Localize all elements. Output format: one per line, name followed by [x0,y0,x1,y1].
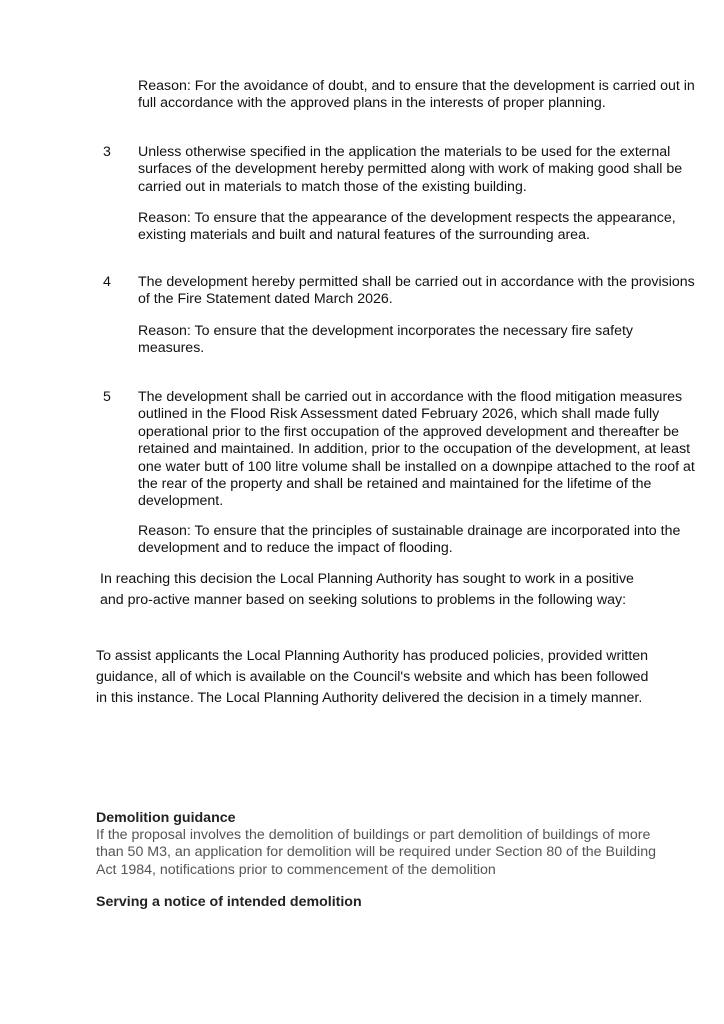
positive-working-detail: To assist applicants the Local Planning Authority has produced policies, provided written guidance, all of which is available on the Council's website and which has been followed in this instance. The Local Planning Authority delivered the decision in a timely manner. [96,648,649,707]
condition-4-text: The development hereby permitted shall be carried out in accordance with the provisions of the Fire Statement dated March 2026. [138,274,695,308]
condition-3-text: Unless otherwise specified in the application the materials to be used for the external surfaces of the development hereby permitted along with work of making good shall be carried out in materials to match those of the existing building. [138,144,683,195]
notice-heading: Serving a notice of intended demolition [96,894,362,910]
positive-working-statement: In reaching this decision the Local Planning Authority has sought to work in a positive and pro-active manner based on seeking solutions to problems in the following way: [100,571,634,609]
condition-5-number: 5 [103,389,111,405]
condition-4-reason: Reason: To ensure that the development incorporates the necessary fire safety measures. [138,323,634,357]
condition-3-number: 3 [103,144,111,160]
condition-4-number: 4 [103,274,111,290]
demolition-guidance-heading: Demolition guidance [96,810,236,826]
condition-2-reason: Reason: For the avoidance of doubt, and to ensure that the development is carried out in full accordance with the approved plans in the interests of proper planning. [138,78,695,112]
demolition-guidance-text: If the proposal involves the demolition of buildings or part demolition of buildings of more than 50 M3, an application for demolition will be required under Section 80 of the Building Act 1984, notifications prior to commencement of the demolition [96,827,656,878]
condition-5-text: The development shall be carried out in accordance with the flood mitigation measures outlined in the Flood Risk Assessment dated February 2026, which shall made fully operational prior to the first occupation of the approved development and thereafter be retained and maintained. In addition, prior to the occupation of the development, at least one water butt of 100 litre volume shall be installed on a downpipe attached to the roof at the rear of the property and shall be retained and maintained for the lifetime of the development. [138,389,695,510]
condition-3-reason: Reason: To ensure that the appearance of the development respects the appearance, existing materials and built and natural features of the surrounding area. [138,210,676,244]
condition-5-reason: Reason: To ensure that the principles of sustainable drainage are incorporated into the development and to reduce the impact of flooding. [138,523,681,557]
